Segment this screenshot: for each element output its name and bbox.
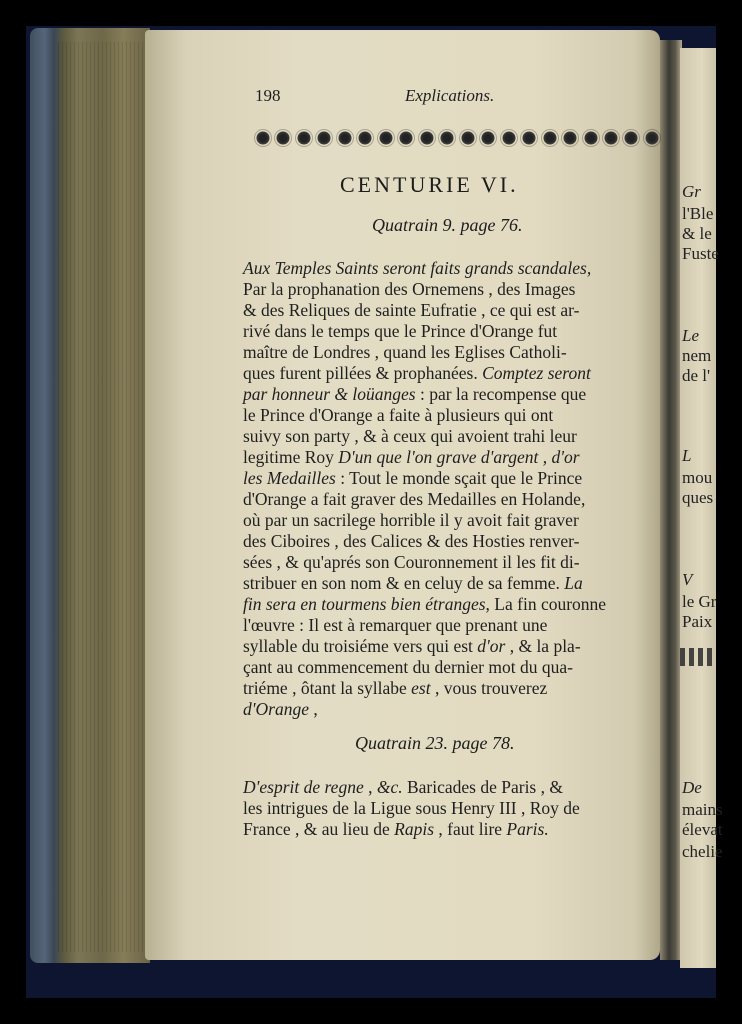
text-line xyxy=(243,552,653,573)
text-segment: où par un sacrilege horrible il y avoit fait graver xyxy=(243,510,579,530)
quatrain-heading: Quatrain 23. page 78. xyxy=(355,733,515,753)
facing-page-text: Paix xyxy=(682,612,713,631)
facing-page-text: mou xyxy=(682,468,713,487)
facing-page-text: De xyxy=(682,778,702,797)
text-segment: Comptez seront xyxy=(482,363,591,383)
text-segment: Aux Temples Saints seront faits grands scandales, xyxy=(243,258,592,278)
text-segment: est xyxy=(411,678,431,698)
ornament-icon xyxy=(439,130,455,146)
page-number: 198 xyxy=(255,86,281,105)
text-segment: l'œuvre : Il est à remarquer que prenant une xyxy=(243,615,548,635)
ornament-icon xyxy=(398,130,414,146)
facing-page-text: l'Ble xyxy=(682,204,714,223)
text-segment: , faut lire xyxy=(434,819,507,839)
facing-page-text: élevat xyxy=(682,820,723,839)
text-segment: D'esprit de regne xyxy=(243,777,364,797)
text-segment: France , & au lieu de xyxy=(243,819,395,839)
facing-page-text: Gr xyxy=(682,182,701,201)
facing-page-text: ques xyxy=(682,488,714,507)
text-line xyxy=(243,447,653,468)
facing-page-text: L xyxy=(682,446,692,465)
ornament-icon xyxy=(562,130,578,146)
text-segment: Par la prophanation des Ornemens , des Images xyxy=(243,279,576,299)
text-segment: Baricades de Paris , & xyxy=(402,777,563,797)
ornament-icon xyxy=(419,130,435,146)
text-segment: syllable du troisiéme vers qui est xyxy=(243,636,478,656)
ornament-icon xyxy=(583,130,599,146)
text-line xyxy=(243,678,653,699)
ornament-icon xyxy=(255,130,271,146)
text-segment: d'Orange a fait graver des Medailles en Holande, xyxy=(243,489,586,509)
facing-page-text: chelie xyxy=(682,842,723,861)
text-line xyxy=(243,573,653,594)
facing-page-text: Le xyxy=(682,326,699,345)
quatrain-heading: Quatrain 9. page 76. xyxy=(372,215,523,235)
ornament-icon xyxy=(275,130,291,146)
text-line xyxy=(243,384,653,405)
facing-page-text: nem xyxy=(682,346,712,365)
text-line xyxy=(243,426,653,447)
text-segment: d'or xyxy=(477,636,506,656)
ornament-icon xyxy=(501,130,517,146)
ornament-band xyxy=(255,125,660,151)
text-line xyxy=(243,468,653,489)
text-line xyxy=(243,489,653,510)
text-segment: , vous trouverez xyxy=(430,678,548,698)
text-segment: D'un que l'on grave d'argent , d'or xyxy=(338,447,580,467)
text-segment: &c. xyxy=(376,777,403,797)
text-segment: : Tout le monde sçait que le Prince xyxy=(335,468,583,488)
text-segment: Paris. xyxy=(506,819,549,839)
text-segment: : par la recompense que xyxy=(415,384,587,404)
ornament-icon xyxy=(357,130,373,146)
facing-page-text: Fuste xyxy=(682,244,719,263)
text-line xyxy=(243,657,653,678)
facing-page-text: V xyxy=(682,570,693,589)
text-line xyxy=(243,594,653,615)
text-segment: stribuer en son nom & en celuy de sa femme. xyxy=(243,573,565,593)
ornament-icon xyxy=(521,130,537,146)
text-line xyxy=(243,819,653,840)
text-line xyxy=(243,321,653,342)
text-segment: d'Orange xyxy=(243,699,309,719)
ornament-icon xyxy=(644,130,660,146)
text-segment: des Ciboires , des Calices & des Hosties renver- xyxy=(243,531,580,551)
text-line xyxy=(243,510,653,531)
text-segment: maître de Londres , quand les Eglises Catholi- xyxy=(243,342,567,362)
text-segment: & des Reliques de sainte Eufratie , ce qui est ar- xyxy=(243,300,580,320)
text-line xyxy=(243,279,653,300)
text-segment: ques furent pillées & prophanées. xyxy=(243,363,483,383)
text-segment: les intrigues de la Ligue sous Henry III , Roy de xyxy=(243,798,580,818)
ornament-icon xyxy=(603,130,619,146)
text-segment: rivé dans le temps que le Prince d'Orange fut xyxy=(243,321,558,341)
text-line xyxy=(243,342,653,363)
text-segment: çant au commencement du dernier mot du qua- xyxy=(243,657,573,677)
ornament-icon xyxy=(623,130,639,146)
ornament-icon xyxy=(316,130,332,146)
facing-page-text: & le xyxy=(682,224,712,243)
facing-page-text: le Gr xyxy=(682,592,717,611)
facing-page-text: de l' xyxy=(682,366,711,385)
running-head: Explications. xyxy=(405,86,495,105)
text-line xyxy=(243,636,653,657)
page-edge-lines xyxy=(58,42,150,952)
text-segment: Rapis xyxy=(394,819,435,839)
text-line xyxy=(243,363,653,384)
text-segment: triéme , ôtant la syllabe xyxy=(243,678,412,698)
text-segment: sées , & qu'aprés son Couronnement il les fit di- xyxy=(243,552,580,572)
ornament-icon xyxy=(296,130,312,146)
section-title: CENTURIE VI. xyxy=(340,172,519,197)
text-line xyxy=(243,798,653,819)
ornament-icon xyxy=(337,130,353,146)
text-segment: legitime Roy xyxy=(243,447,339,467)
text-segment: les Medailles xyxy=(243,468,336,488)
text-segment: , xyxy=(308,699,318,719)
ornament-icon xyxy=(460,130,476,146)
text-line xyxy=(243,405,653,426)
text-segment: La xyxy=(564,573,583,593)
ornament-icon xyxy=(480,130,496,146)
text-segment: suivy son party , & à ceux qui avoient trahi leur xyxy=(243,426,577,446)
text-segment: , & la pla- xyxy=(505,636,581,656)
book-gutter xyxy=(660,40,682,960)
text-segment: , La fin couronne xyxy=(485,594,607,614)
text-segment: , xyxy=(363,777,377,797)
text-line xyxy=(243,777,653,798)
facing-page-text: mains xyxy=(682,800,723,819)
text-line xyxy=(243,615,653,636)
ornament-icon xyxy=(542,130,558,146)
text-line xyxy=(243,300,653,321)
text-line xyxy=(243,531,653,552)
text-line xyxy=(243,699,653,720)
text-line xyxy=(243,258,653,279)
facing-page-fragment xyxy=(680,48,723,968)
text-segment: par honneur & loüanges xyxy=(243,384,416,404)
text-segment: le Prince d'Orange a faite à plusieurs qui ont xyxy=(243,405,554,425)
text-segment: fin sera en tourmens bien étranges xyxy=(243,594,486,614)
facing-page-ornament xyxy=(680,648,716,666)
ornament-icon xyxy=(378,130,394,146)
